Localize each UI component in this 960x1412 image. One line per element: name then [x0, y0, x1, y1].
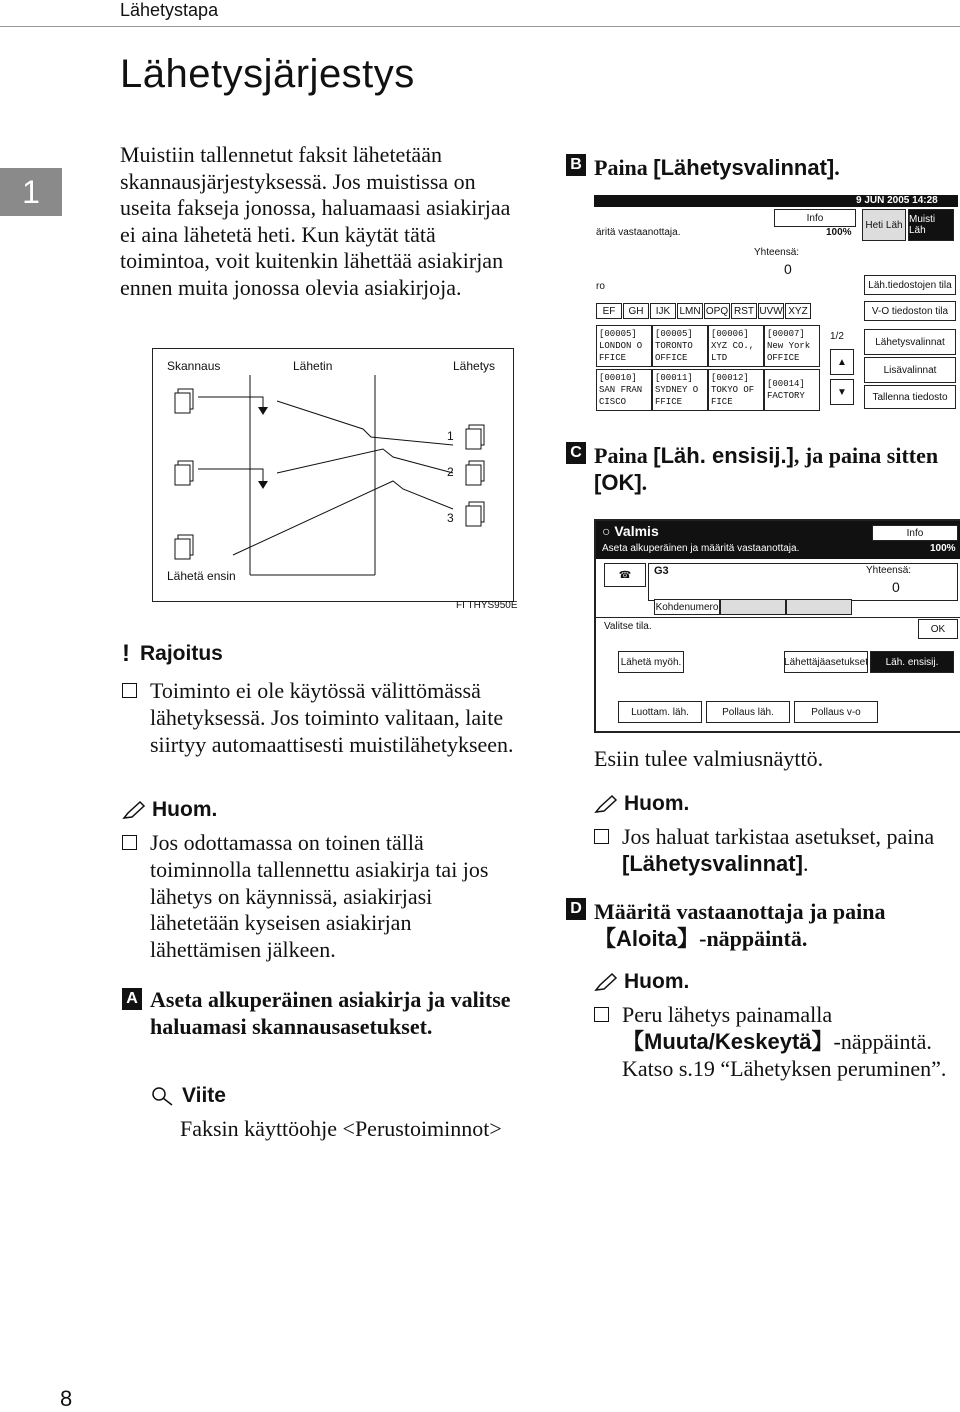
step3-suffix: . — [641, 470, 648, 495]
note1-heading-text: Huom. — [152, 798, 218, 821]
restriction-heading-text: Rajoitus — [140, 642, 223, 665]
destination-line: [00011] — [655, 373, 693, 383]
step3-text — [594, 442, 960, 496]
screen1-date: 9 JUN 2005 14:28 — [856, 195, 938, 206]
checkbox-icon — [594, 829, 609, 844]
screen1-tab[interactable]: RST — [731, 303, 757, 319]
screen1-destination-button[interactable] — [708, 369, 764, 411]
control-panel-screen-2 — [594, 519, 960, 733]
screen1-destination-button[interactable] — [764, 325, 820, 367]
header-rule — [0, 26, 960, 27]
screen1-send-settings-button[interactable]: Lähetysvalinnat — [864, 329, 956, 355]
screen2-options-button[interactable] — [786, 599, 852, 615]
running-header: Lähetystapa — [120, 0, 219, 20]
reference-heading-text: Viite — [182, 1084, 226, 1107]
screen1-save-file-button[interactable]: Tallenna tiedosto — [864, 385, 956, 409]
intro-paragraph: Muistiin tallennetut faksit lähetetään skannausjärjestyksessä. Jos muistissa on useita fakseja jonossa, haluamaasi asiakirjaa ei aina lähetetä heti. Kun käytät tätä toimintoa, voit kuitenkin lähettää asiakirjan ennen muita jonossa olevia asiakirjoja. — [120, 142, 511, 300]
screen2-priority-button[interactable]: Läh. ensisij. — [870, 651, 954, 673]
step2-prefix: Paina — [594, 155, 654, 180]
step2-suffix: . — [834, 155, 840, 180]
diagram-label-sender: Lähetin — [293, 359, 333, 373]
screen2-percent: 100% — [930, 543, 956, 554]
step2-badge: B — [566, 154, 586, 176]
screen1-destination-button[interactable] — [652, 325, 708, 367]
screen1-sub-info-button[interactable]: Lisävalinnat — [864, 357, 956, 383]
screen1-total-label: Yhteensä: — [754, 247, 800, 258]
checkbox-icon — [122, 683, 137, 698]
screen1-instruction: äritä vastaanottaja. — [596, 227, 681, 238]
restriction-heading — [122, 640, 223, 668]
screen2-confidential-button[interactable]: Luottam. läh. — [618, 701, 702, 723]
pencil-icon — [122, 800, 146, 820]
pencil-icon — [594, 972, 618, 992]
step2-text — [594, 154, 954, 181]
destination-line: [00006] — [711, 329, 749, 339]
destination-line: TOKYO OF — [711, 385, 755, 395]
chapter-tab: 1 — [0, 168, 62, 216]
diagram-number-1: 1 — [447, 429, 454, 443]
note2-heading — [594, 792, 689, 816]
screen2-line: G3 — [654, 565, 669, 577]
diagram-number-3: 3 — [447, 511, 454, 525]
screen1-info-button[interactable]: Info — [774, 209, 856, 227]
screen2-sender-settings-button[interactable]: Lähettäjäasetukset — [784, 651, 868, 673]
restriction-item — [122, 678, 522, 758]
checkbox-icon — [594, 1007, 609, 1022]
page-title: Lähetysjärjestys — [120, 52, 415, 96]
destination-line: TORONTO — [655, 341, 693, 351]
destination-line: OFFICE — [767, 353, 800, 363]
screen2-subtitle: Aseta alkuperäinen ja määritä vastaanottaja. — [602, 543, 800, 554]
step3-key1: [Läh. ensisij.] — [653, 443, 794, 468]
reference-icon — [150, 1085, 178, 1107]
step1-text: Aseta alkuperäinen asiakirja ja valitse haluamasi skannausasetukset. — [150, 987, 511, 1039]
diagram-label-scan: Skannaus — [167, 359, 221, 373]
screen2-info-button[interactable]: Info — [872, 525, 958, 541]
checkbox-icon — [122, 835, 137, 850]
diagram-code: FI THYS950E — [456, 600, 518, 611]
destination-line: FFICE — [655, 397, 683, 407]
screen1-page: 1/2 — [830, 331, 844, 342]
circle-icon: ○ — [602, 523, 615, 539]
destination-line: New York — [767, 341, 811, 351]
destination-line: SYDNEY O — [655, 385, 699, 395]
destination-line: [00012] — [711, 373, 749, 383]
after-step3-text: Esiin tulee valmiusnäyttö. — [594, 746, 824, 771]
screen1-scroll-down-button[interactable]: ▼ — [830, 379, 854, 405]
screen1-destination-button[interactable] — [596, 369, 652, 411]
note1-text: Jos odottamassa on toinen tällä toiminnolla tallennettu asiakirja tai jos lähetys on käynnissä, asiakirjasi lähetetään kyseisen asiakirjan lähettämisen jälkeen. — [150, 830, 489, 963]
destination-line: [00005] — [655, 329, 693, 339]
destination-line: [00010] — [599, 373, 637, 383]
step4-text: Määritä vastaanottaja ja paina 【Aloita】-näppäintä. — [594, 899, 886, 951]
step4-badge: D — [566, 898, 586, 920]
note2-item — [594, 824, 958, 878]
step3-badge: C — [566, 442, 586, 464]
screen1-destination-button[interactable] — [708, 325, 764, 367]
screen2-polling-send-button[interactable]: Pollaus läh. — [706, 701, 790, 723]
destination-line: FFICE — [599, 353, 627, 363]
screen1-tab[interactable]: LMN — [677, 303, 703, 319]
destination-line: OFFICE — [655, 353, 688, 363]
screen1-memory-button[interactable]: Muisti Läh — [908, 209, 954, 241]
diagram-label-send: Lähetys — [453, 359, 496, 373]
screen1-tab[interactable]: GH — [623, 303, 649, 319]
reference-text: Faksin käyttöohje <Perustoiminnot> — [180, 1116, 502, 1141]
screen1-ro-label: ro — [596, 281, 605, 292]
destination-line: SAN FRAN — [599, 385, 643, 395]
step3-prefix: Paina — [594, 443, 654, 468]
screen1-tab[interactable]: XYZ — [785, 303, 811, 319]
diagram-number-2: 2 — [447, 465, 454, 479]
screen1-immediate-button[interactable]: Heti Läh — [862, 209, 906, 241]
screen2-send-later-button[interactable]: Lähetä myöh. — [618, 651, 684, 673]
note1-item — [122, 830, 522, 964]
step1-badge: A — [122, 988, 142, 1010]
pencil-icon — [594, 794, 618, 814]
note3-item — [594, 1002, 958, 1082]
screen2-line-select-button[interactable]: ☎ — [604, 563, 646, 587]
exclamation-icon: ! — [122, 640, 130, 667]
destination-line: CISCO — [599, 397, 627, 407]
screen1-destination-button[interactable] — [652, 369, 708, 411]
screen2-ok-button[interactable]: OK — [918, 619, 958, 639]
screen1-vo-status-button[interactable]: V-O tiedoston tila — [864, 301, 956, 321]
destination-line: LTD — [711, 353, 728, 363]
note1-heading — [122, 798, 217, 822]
note3-text: Peru lähetys painamalla 【Muuta/Keskeytä】-näppäintä. Katso s.19 “Lähetyksen peruminen”. — [622, 1002, 947, 1081]
screen1-total: 0 — [784, 261, 792, 277]
screen2-select-label: Valitse tila. — [604, 621, 652, 632]
destination-line: FACTORY — [767, 391, 805, 401]
diagram-graphic — [153, 349, 513, 601]
reference-heading — [150, 1084, 226, 1108]
screen1-percent: 100% — [826, 227, 852, 238]
screen2-scan-button[interactable] — [720, 599, 786, 615]
screen1-file-status-button[interactable]: Läh.tiedostojen tila — [864, 275, 956, 295]
screen1-tab[interactable]: OPQ — [704, 303, 730, 319]
step3-key2: [OK] — [594, 470, 642, 495]
send-order-diagram — [152, 348, 514, 602]
screen2-polling-receive-button[interactable]: Pollaus v-o — [794, 701, 878, 723]
screen1-scroll-up-button[interactable]: ▲ — [830, 349, 854, 375]
note3-heading-text: Huom. — [624, 970, 690, 993]
destination-line: [00014] — [767, 379, 805, 389]
destination-line: FICE — [711, 397, 733, 407]
step2-key: [Lähetysvalinnat] — [653, 155, 835, 180]
control-panel-screen-1 — [594, 195, 958, 412]
screen2-dest-list-button[interactable]: Kohdenumero — [654, 599, 720, 615]
screen2-total: 0 — [892, 579, 900, 595]
note3-heading — [594, 970, 689, 994]
destination-line: LONDON O — [599, 341, 643, 351]
screen1-destination-button[interactable] — [764, 369, 820, 411]
screen1-tab[interactable]: UVW — [758, 303, 784, 319]
note2-heading-text: Huom. — [624, 792, 690, 815]
screen2-ready: ○ Valmis — [602, 523, 659, 539]
note2-text: Jos haluat tarkistaa asetukset, paina [Lähetysvalinnat]. — [622, 824, 935, 876]
diagram-label-send-first: Lähetä ensin — [167, 569, 236, 583]
restriction-text: Toiminto ei ole käytössä välittömässä lähetyksessä. Jos toiminto valitaan, laite siirtyy automaattisesti muistilähetykseen. — [150, 678, 514, 757]
screen1-destination-button[interactable] — [596, 325, 652, 367]
screen1-tab[interactable]: IJK — [650, 303, 676, 319]
screen1-tab[interactable]: EF — [596, 303, 622, 319]
step3-middle: , ja paina sitten — [793, 443, 939, 468]
page-number: 8 — [60, 1386, 73, 1411]
destination-line: XYZ CO., — [711, 341, 755, 351]
destination-line: [00007] — [767, 329, 805, 339]
screen2-total-label: Yhteensä: — [866, 565, 912, 576]
destination-line: [00005] — [599, 329, 637, 339]
